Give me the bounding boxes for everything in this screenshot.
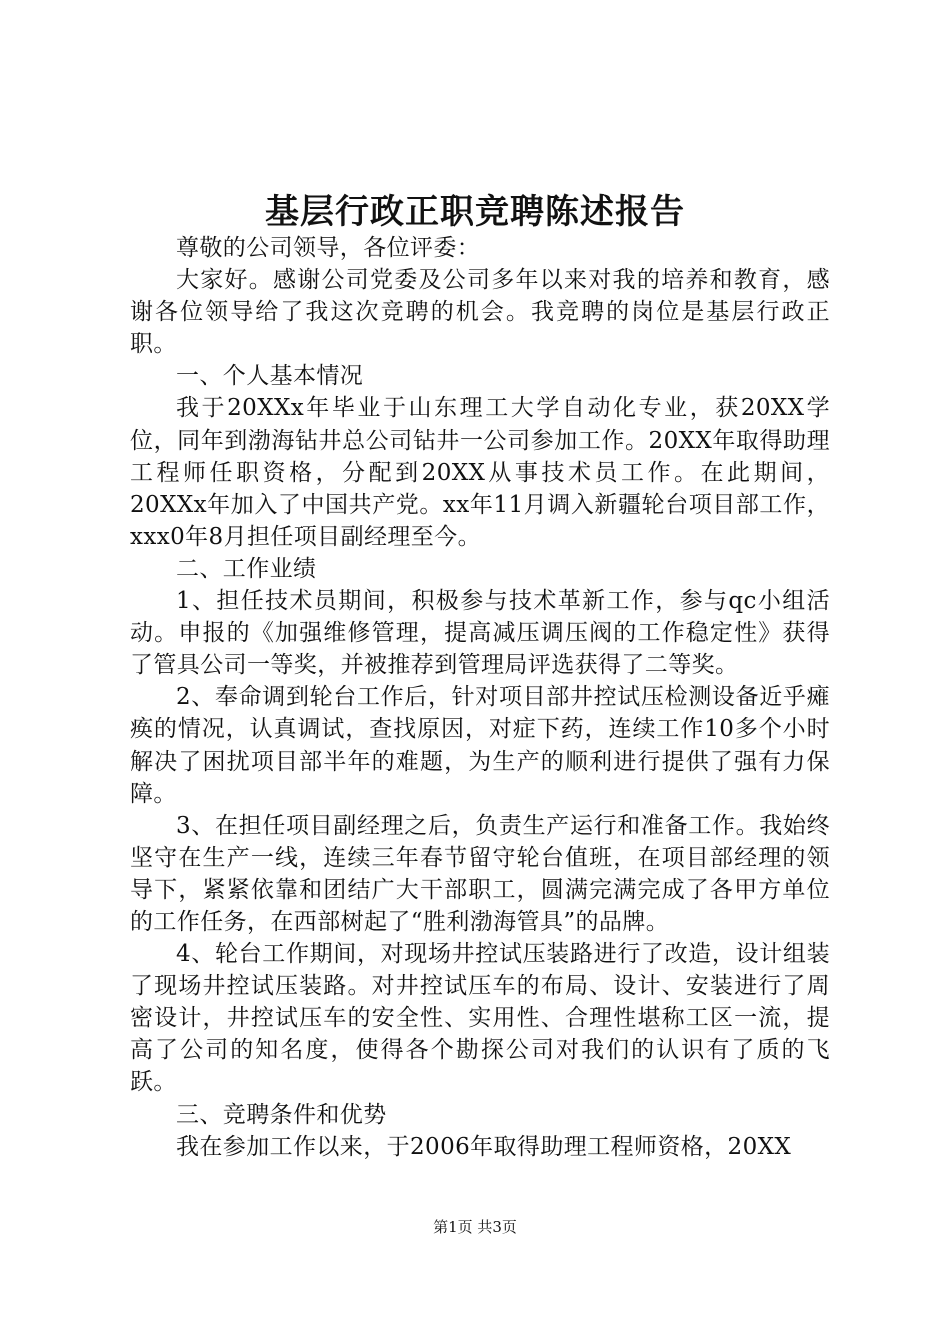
document-body	[130, 232, 830, 1163]
personal-info-paragraph: 我于20XXx年毕业于山东理工大学自动化专业，获20XX学位，同年到渤海钻井总公司钻井一公司参加工作。20XX年取得助理工程师任职资格，分配到20XX从事技术员工作。在此期间，20XXx年加入了中国共产党。xx年11月调入新疆轮台项目部工作，xxx0年8月担任项目副经理至今。	[130, 395, 830, 550]
section-heading-conditions: 三、竞聘条件和优势	[176, 1101, 387, 1128]
document-title: 基层行政正职竞聘陈述报告	[265, 192, 685, 232]
greeting-paragraph: 大家好。感谢公司党委及公司多年以来对我的培养和教育，感谢各位领导给了我这次竞聘的机会。我竞聘的岗位是基层行政正职。	[130, 267, 830, 358]
conditions-paragraph: 我在参加工作以来，于2006年取得助理工程师资格，20XX	[176, 1133, 792, 1160]
achievement-paragraph-3: 3、在担任项目副经理之后，负责生产运行和准备工作。我始终坚守在生产一线，连续三年春节留守轮台值班，在项目部经理的领导下，紧紧依靠和团结广大干部职工，圆满完满完成了各甲方单位的工作任务，在西部树起了“胜利渤海管具”的品牌。	[130, 812, 830, 935]
achievement-paragraph-4: 4、轮台工作期间，对现场井控试压装路进行了改造，设计组装了现场井控试压装路。对井控试压车的布局、设计、安装进行了周密设计，井控试压车的安全性、实用性、合理性堪称工区一流，提高了公司的知名度，使得各个勘探公司对我们的认识有了质的飞跃。	[130, 941, 830, 1096]
page-footer: 第1页 共3页	[433, 1218, 517, 1236]
section-heading-personal: 一、个人基本情况	[176, 363, 364, 390]
achievement-paragraph-1: 1、担任技术员期间，积极参与技术革新工作，参与qc小组活动。申报的《加强维修管理，提高减压调压阀的工作稳定性》获得了管具公司一等奖，并被推荐到管理局评选获得了二等奖。	[130, 588, 830, 679]
salutation-paragraph: 尊敬的公司领导，各位评委：	[176, 235, 481, 261]
section-heading-achievements: 二、工作业绩	[176, 555, 317, 582]
achievement-paragraph-2: 2、奉命调到轮台工作后，针对项目部井控试压检测设备近乎瘫痪的情况，认真调试，查找原因，对症下药，连续工作10多个小时解决了困扰项目部半年的难题，为生产的顺利进行提供了强有力保障。	[130, 684, 830, 807]
